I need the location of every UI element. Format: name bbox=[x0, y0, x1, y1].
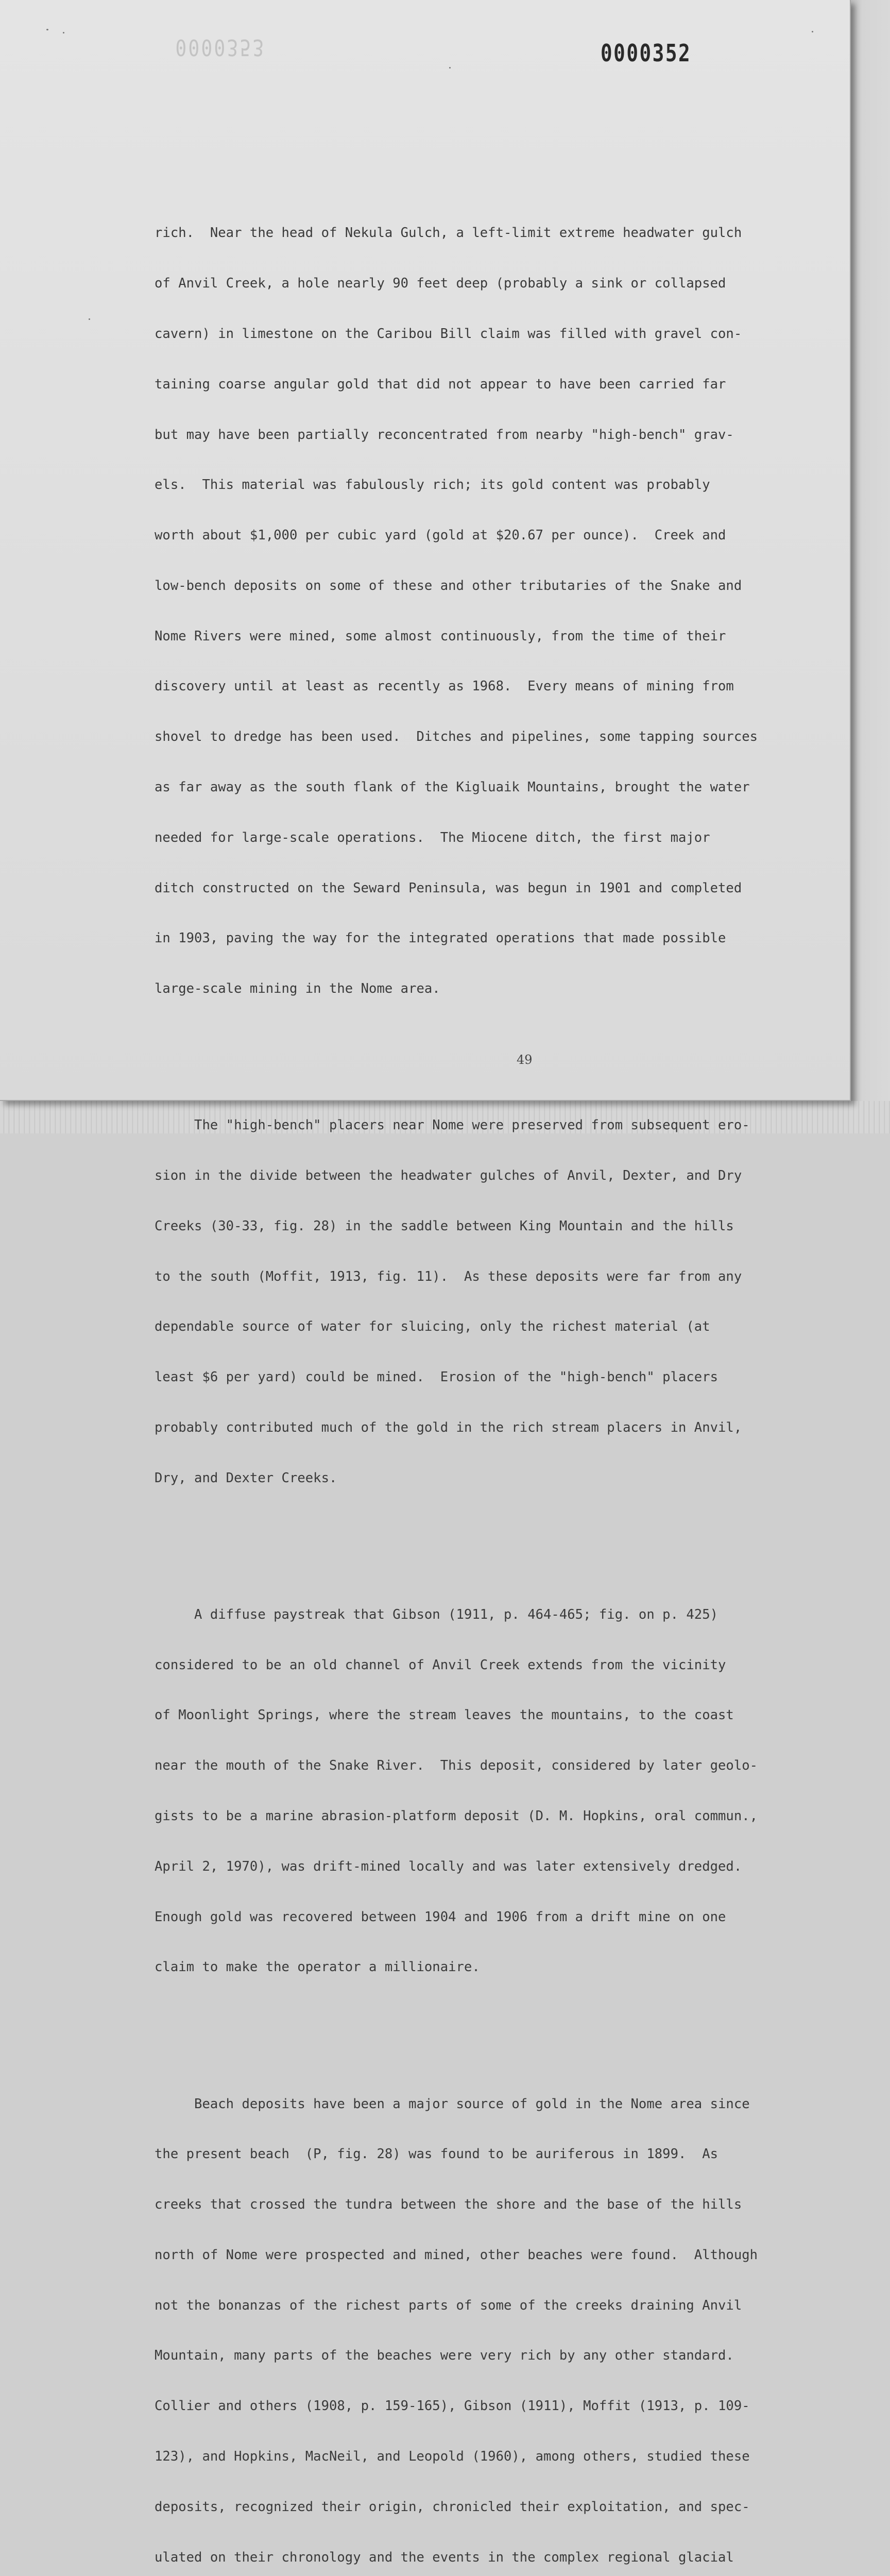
text-line: Nome Rivers were mined, some almost continuously, from the time of their bbox=[155, 628, 726, 644]
paragraph-1 bbox=[155, 191, 809, 1031]
paragraph-3 bbox=[155, 1573, 809, 2009]
scan-right-edge bbox=[851, 0, 890, 1101]
paragraph-4 bbox=[155, 2062, 809, 2576]
text-line: The "high-bench" placers near Nome were preserved from subsequent ero- bbox=[155, 1117, 750, 1133]
text-line: rich. Near the head of Nekula Gulch, a left-limit extreme headwater gulch bbox=[155, 225, 742, 241]
scan-speck bbox=[812, 31, 813, 32]
text-line: low-bench deposits on some of these and other tributaries of the Snake and bbox=[155, 578, 742, 594]
text-line: 123), and Hopkins, MacNeil, and Leopold (1960), among others, studied these bbox=[155, 2448, 750, 2464]
scan-speck bbox=[449, 67, 451, 69]
body-text bbox=[155, 158, 809, 2576]
scan-speck bbox=[63, 32, 64, 33]
text-line: gists to be a marine abrasion-platform deposit (D. M. Hopkins, oral commun., bbox=[155, 1808, 758, 1824]
scan-speck bbox=[89, 318, 90, 320]
text-line: creeks that crossed the tundra between the shore and the base of the hills bbox=[155, 2197, 742, 2213]
text-line: taining coarse angular gold that did not appear to have been carried far bbox=[155, 376, 726, 392]
text-line: sion in the divide between the headwater gulches of Anvil, Dexter, and Dry bbox=[155, 1168, 742, 1184]
text-line: needed for large-scale operations. The Miocene ditch, the first major bbox=[155, 829, 710, 845]
text-line: Enough gold was recovered between 1904 and 1906 from a drift mine on one bbox=[155, 1909, 726, 1925]
text-line: April 2, 1970), was drift-mined locally and was later extensively dredged. bbox=[155, 1858, 742, 1874]
text-line: els. This material was fabulously rich; its gold content was probably bbox=[155, 477, 710, 493]
document-number: 0000352 bbox=[601, 39, 692, 67]
text-line: large-scale mining in the Nome area. bbox=[155, 981, 440, 997]
text-line: A diffuse paystreak that Gibson (1911, p. 464-465; fig. on p. 425) bbox=[155, 1606, 718, 1622]
text-line: ditch constructed on the Seward Peninsula, was begun in 1901 and completed bbox=[155, 880, 742, 896]
text-line: to the south (Moffit, 1913, fig. 11). As these deposits were far from any bbox=[155, 1268, 742, 1284]
text-line: not the bonanzas of the richest parts of some of the creeks draining Anvil bbox=[155, 2297, 742, 2313]
text-line: but may have been partially reconcentrated from nearby "high-bench" grav- bbox=[155, 427, 734, 443]
text-line: north of Nome were prospected and mined, other beaches were found. Although bbox=[155, 2247, 758, 2263]
text-line: Beach deposits have been a major source of gold in the Nome area since bbox=[155, 2096, 750, 2112]
paragraph-2 bbox=[155, 1083, 809, 1520]
text-line: the present beach (P, fig. 28) was found to be auriferous in 1899. As bbox=[155, 2146, 718, 2162]
scan-speck bbox=[46, 29, 48, 30]
text-line: discovery until at least as recently as 1968. Every means of mining from bbox=[155, 679, 734, 694]
text-line: Mountain, many parts of the beaches were very rich by any other standard. bbox=[155, 2348, 734, 2364]
text-line: dependable source of water for sluicing, only the richest material (at bbox=[155, 1319, 710, 1335]
text-line: of Moonlight Springs, where the stream leaves the mountains, to the coast bbox=[155, 1707, 734, 1723]
text-line: Collier and others (1908, p. 159-165), Gibson (1911), Moffit (1913, p. 109- bbox=[155, 2398, 750, 2414]
text-line: considered to be an old channel of Anvil Creek extends from the vicinity bbox=[155, 1657, 726, 1673]
text-line: ulated on their chronology and the events in the complex regional glacial bbox=[155, 2549, 734, 2565]
text-line: shovel to dredge has been used. Ditches and pipelines, some tapping sources bbox=[155, 729, 758, 745]
text-line: Dry, and Dexter Creeks. bbox=[155, 1470, 337, 1486]
page-number: 49 bbox=[517, 1053, 533, 1067]
text-line: of Anvil Creek, a hole nearly 90 feet deep (probably a sink or collapsed bbox=[155, 276, 726, 292]
text-line: near the mouth of the Snake River. This deposit, considered by later geolo- bbox=[155, 1758, 758, 1774]
text-line: probably contributed much of the gold in the rich stream placers in Anvil, bbox=[155, 1419, 742, 1435]
text-line: in 1903, paving the way for the integrated operations that made possible bbox=[155, 930, 726, 946]
text-line: as far away as the south flank of the Kigluaik Mountains, brought the water bbox=[155, 779, 750, 795]
text-line: deposits, recognized their origin, chronicled their exploitation, and spec- bbox=[155, 2499, 750, 2515]
bleed-through-number: 0000353 bbox=[175, 34, 266, 60]
text-line: cavern) in limestone on the Caribou Bill claim was filled with gravel con- bbox=[155, 326, 742, 342]
text-line: least $6 per yard) could be mined. Erosion of the "high-bench" placers bbox=[155, 1369, 718, 1385]
text-line: worth about $1,000 per cubic yard (gold at $20.67 per ounce). Creek and bbox=[155, 528, 726, 544]
text-line: claim to make the operator a millionaire. bbox=[155, 1959, 480, 1975]
text-line: Creeks (30-33, fig. 28) in the saddle between King Mountain and the hills bbox=[155, 1218, 734, 1234]
